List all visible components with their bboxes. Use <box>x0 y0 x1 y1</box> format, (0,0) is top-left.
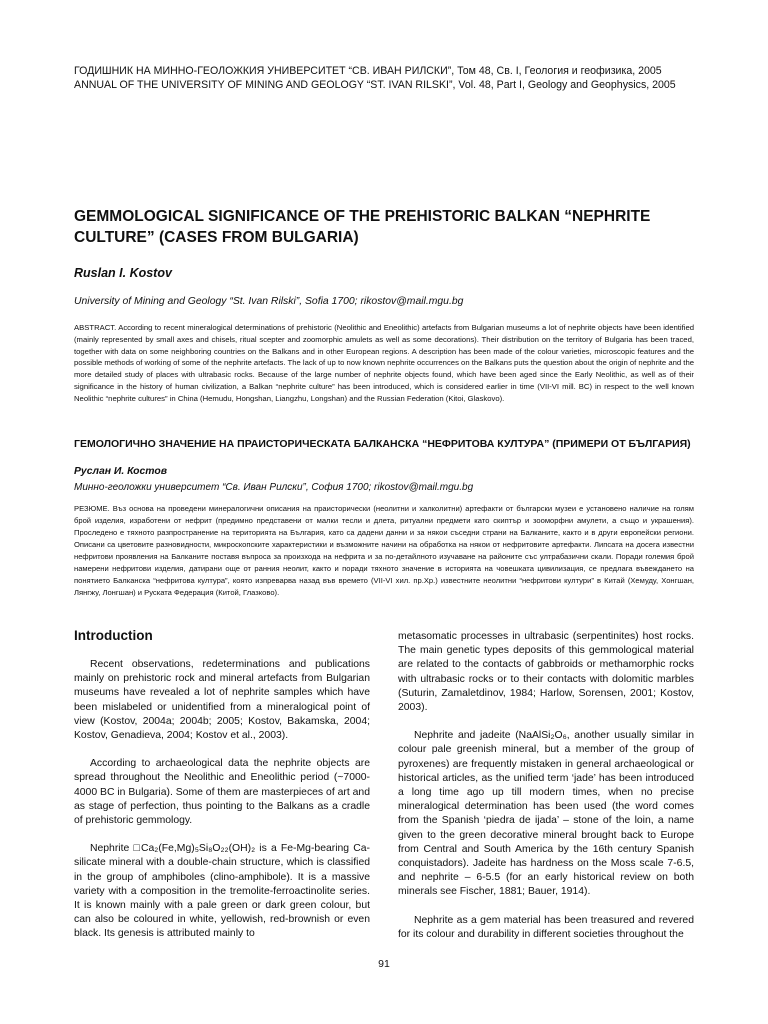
paper-title: GEMMOLOGICAL SIGNIFICANCE OF THE PREHISTORIC BALKAN “NEPHRITE CULTURE” (CASES FROM BULGARIA) <box>74 208 651 246</box>
author-affiliation: University of Mining and Geology “St. Ivan Rilski”, Sofia 1700; rikostov@mail.mgu.bg <box>74 296 464 307</box>
running-header <box>74 64 714 92</box>
section-heading-introduction: Introduction <box>74 628 153 643</box>
author-affiliation-bg: Минно-геоложки университет “Св. Иван Рилски”, София 1700; rikostov@mail.mgu.bg <box>74 482 474 493</box>
author-name-bg: Руслан И. Костов <box>74 466 167 477</box>
body-paragraph: Nephrite □Ca₂(Fe,Mg)₅Si₈O₂₂(OH)₂ is a Fe-Mg-bearing Ca-silicate mineral with a double-chain structure, which is classified in the group of amphiboles (clino-amphibole). It is a massive variety with a composition in the tremolite-ferroactinolite series. It is known mainly with a pale green or dark green colour, but can also be coloured in white, yellowish, red-brownish or even black. Its genesis is attributed mainly to <box>74 843 370 940</box>
body-column-right <box>398 630 694 956</box>
body-paragraph: Recent observations, redeterminations and publications mainly on prehistoric rock and mineral artefacts from Bulgarian museums have revealed a lot of nephrite samples which have been mislabeled or unidentified from a mineralogical point of view (Kostov, 2004a; 2004b; 2005; Kostov, Bakamska, 2004; Kostov, Genadieva, 2004; Kostov et al., 2003). <box>74 659 370 742</box>
body-paragraph: metasomatic processes in ultrabasic (serpentinites) host rocks. The main genetic types deposits of this gemmological material are related to the contacts of gabbroids or methamorphic rocks with ultrabasic rocks or to their contacts with dolomitic marbles (Suturin, Zamaletdinov, 1984; Harlow, Sorensen, 2001; Kostov, 2003). <box>398 631 694 714</box>
running-header-en: ANNUAL OF THE UNIVERSITY OF MINING AND GEOLOGY “ST. IVAN RILSKI”, Vol. 48, Part I, Geology and Geophysics, 2005 <box>74 79 676 91</box>
running-header-bg: ГОДИШНИК НА МИННО-ГЕОЛОЖКИЯ УНИВЕРСИТЕТ “СВ. ИВАН РИЛСКИ”, Том 48, Св. I, Геология и геофизика, 2005 <box>74 65 662 77</box>
body-paragraph: Nephrite as a gem material has been treasured and revered for its colour and durability in different societies throughout the <box>398 914 694 940</box>
body-column-left <box>74 628 370 956</box>
body-paragraph: According to archaeological data the nephrite objects are spread throughout the Neolithic and Eneolithic period (~7000-4000 BC in Bulgaria). Some of them are masterpieces of art and as stage of perfection, thus pointing to the Balkans as a cradle of prehistoric gemmology. <box>74 758 370 827</box>
page-number: 91 <box>378 958 390 970</box>
abstract-bg: РЕЗЮМЕ. Въз основа на проведени минералогични описания на праисторически (неолитни и халколитни) артефакти от български музеи е установено наличие на голям брой изделия, изработени от нефрит (предимно представени от малки тесли и длета, ритуални предмети като скиптър и зооморфни амулети, а също и украшения). Проследено е тяхното разпространение на територията на България, като са дадени данни и за някои съседни страни на Балканите, както и в други европейски региони. Описани са цветовите разновидности, микроскопските характеристики и възможните начини на обработка на някои от нефритовите артефакти. Липсата на досега известни нефритови проявления на Балканите поставя въпроса за произхода на нефрита и за по-детайлното изучаване на районите със ултрабазични скали. Поради големия брой намерени нефритови изделия, датирани още от ранния неолит, както и поради тяхното значение в историята на човешката цивилизация, се предлага въвеждането на понятието Балканска “нефритова култура”, която изпреварва назад във времето (VII-VI хил. пр.Хр.) известните неолитни “нефритови култури” в Китай (Хемуду, Хонгшан, Лянгжу, Лонгшан) и Руската Федерация (Китой, Глазково). <box>74 504 694 597</box>
paper-title-bg: ГЕМОЛОГИЧНО ЗНАЧЕНИЕ НА ПРАИСТОРИЧЕСКАТА БАЛКАНСКА “НЕФРИТОВА КУЛТУРА” (ПРИМЕРИ ОТ БЪЛГАРИЯ) <box>74 438 691 450</box>
abstract-en: ABSTRACT. According to recent mineralogical determinations of prehistoric (Neolithic and Eneolithic) artefacts from Bulgarian museums a lot of nephrite objects have been identified (mainly represented by small axes and chisels, ritual scepter and zoomorphic amulets as well as some decorations). Their distribution on the territory of Bulgaria has been traced, together with data on some neighboring countries on the Balkans and in other European regions. A description has been made of the colour varieties, microscopic features and the possible methods of working of some of the nephrite artefacts. The lack of up to now known nephrite occurrences on the Balkans puts the question about the origin of nephrite and the more detailed study of places with ultrabasic rocks. Because of the large number of nephrite objects found, which have been aged since the Early Neolithic, as well as of their significance in the history of human civilization, a Balkan “nephrite culture” has been introduced, which is considered earlier in time (VII-VI mill. BC) in respect to the well known Neolithic “nephrite cultures” in China (Hemudu, Hongshan, Liangzhu, Longshan) and the Russian Federation (Kitoi, Glaskovo). <box>74 323 694 403</box>
author-name: Ruslan I. Kostov <box>74 266 172 280</box>
body-paragraph: Nephrite and jadeite (NaAlSi₂O₆, another usually similar in colour pale greenish mineral, but a member of the group of pyroxenes) are frequently mistaken in general archaeological or historical articles, as the unified term ‘jade’ has been introduced a long time ago up till modern times, when no precise mineralogical determination has been used (the word comes from the Spanish ‘piedra de ijada’ – stone of the loin, a name given to the green decorative mineral brought back to Europe from Central and South America by the 16th century Spanish conquistadors). Jadeite has hardness on the Moss scale 7-6.5, and nephrite – 6-5.5 (for an early historical review on both minerals see Fischer, 1881; Bauer, 1914). <box>398 730 694 898</box>
